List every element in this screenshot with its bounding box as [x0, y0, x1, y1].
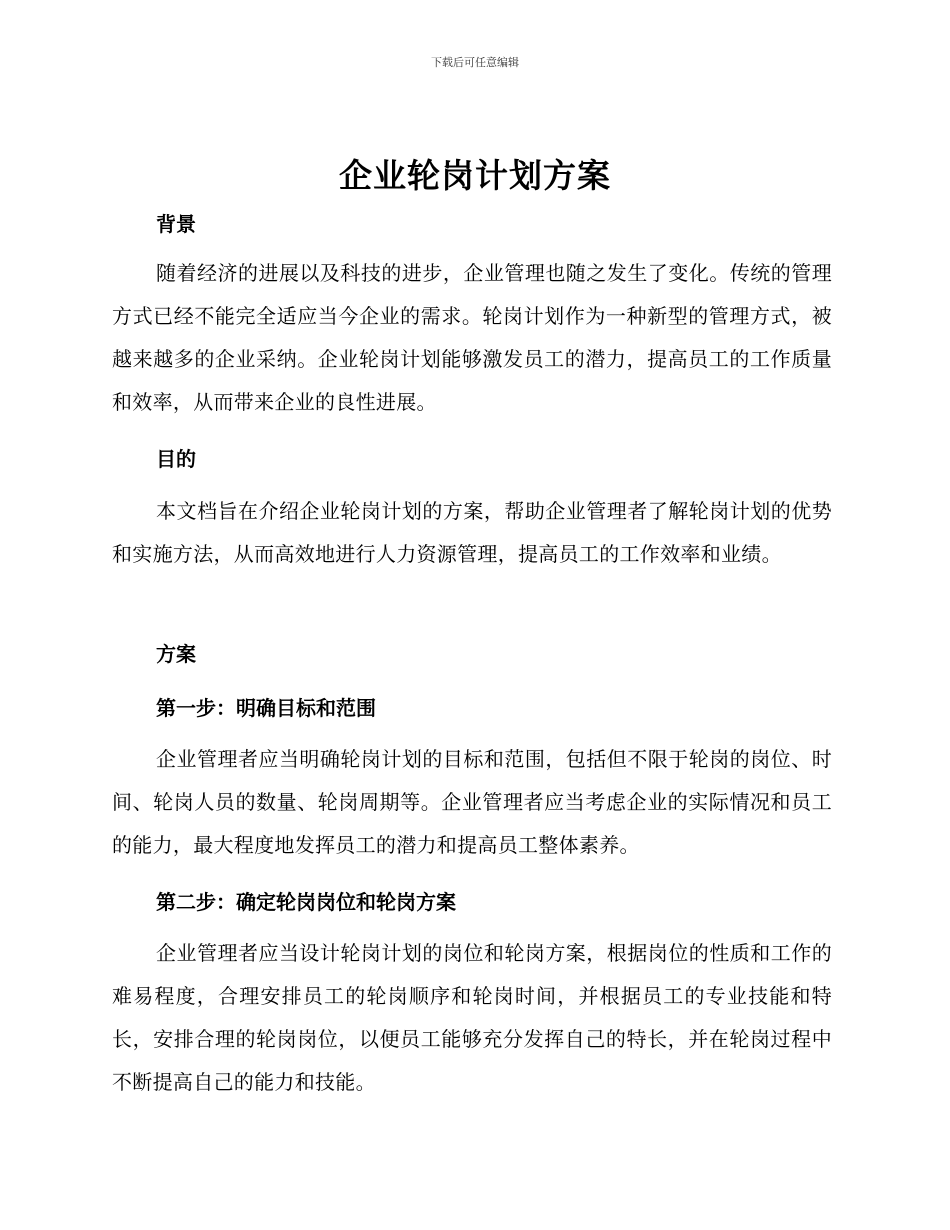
section-heading-purpose: 目的: [156, 447, 196, 471]
section-heading-step1: 第一步：明确目标和范围: [156, 696, 376, 720]
section-body-purpose: 本文档旨在介绍企业轮岗计划的方案，帮助企业管理者了解轮岗计划的优势和实施方法，从而高效地进行人力资源管理，提高员工的工作效率和业绩。: [112, 499, 832, 566]
document-title: 企业轮岗计划方案: [339, 156, 611, 195]
section-heading-step2: 第二步：确定轮岗岗位和轮岗方案: [156, 890, 456, 914]
section-body-step2: 企业管理者应当设计轮岗计划的岗位和轮岗方案，根据岗位的性质和工作的难易程度，合理安排员工的轮岗顺序和轮岗时间，并根据员工的专业技能和特长，安排合理的轮岗岗位，以便员工能够充分发挥自己的特长，并在轮岗过程中不断提高自己的能力和技能。: [112, 941, 832, 1094]
section-body-background: 随着经济的进展以及科技的进步，企业管理也随之发生了变化。传统的管理方式已经不能完全适应当今企业的需求。轮岗计划作为一种新型的管理方式，被越来越多的企业采纳。企业轮岗计划能够激发员工的潜力，提高员工的工作质量和效率，从而带来企业的良性进展。: [112, 261, 832, 414]
section-heading-background: 背景: [156, 212, 196, 236]
header-note: 下载后可任意编辑: [431, 56, 519, 69]
section-heading-plan: 方案: [156, 642, 196, 666]
section-body-step1: 企业管理者应当明确轮岗计划的目标和范围，包括但不限于轮岗的岗位、时间、轮岗人员的数量、轮岗周期等。企业管理者应当考虑企业的实际情况和员工的能力，最大程度地发挥员工的潜力和提高员工整体素养。: [112, 747, 832, 857]
